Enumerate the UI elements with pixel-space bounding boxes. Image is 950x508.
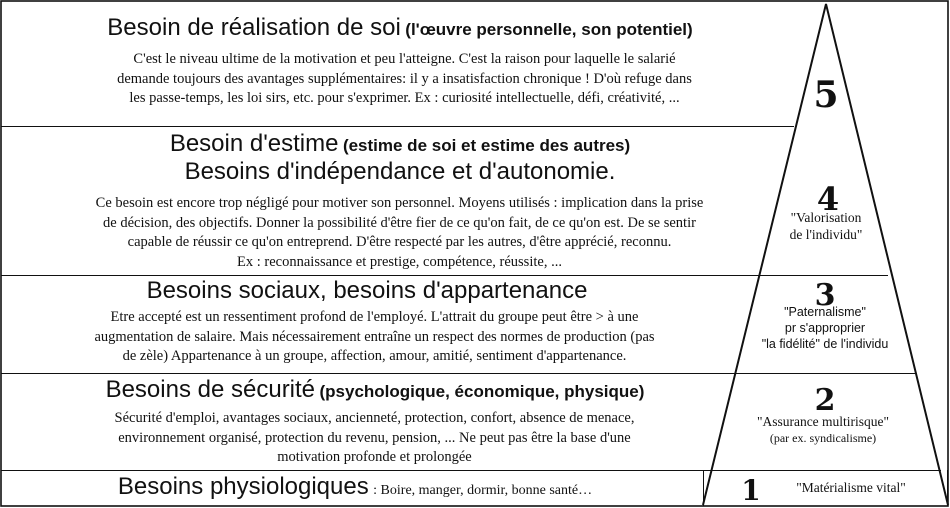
level-2-title: Besoins de sécurité [105,376,316,403]
level-2-number: 2 [814,383,836,418]
level-2-pyramid-label-line-2: (par ex. syndicalisme) [769,431,877,445]
level-2-description [2,409,747,468]
level-4-heading [20,130,780,158]
separator-5-4 [1,126,794,127]
level-5-description [2,50,807,109]
level-4-line-2: de décision, des objectifs. Donner la possibilité d'être fier de ce qu'on fait, de ce qu'on est. De se sentir [103,214,696,231]
level-3-title: Besoins sociaux, besoins d'appartenance [146,277,588,304]
level-4-pyramid-label-line-2: de l'individu" [789,227,863,242]
level-3-number: 3 [814,278,836,313]
level-5-line-1: C'est le niveau ultime de la motivation et peu l'atteigne. C'est la raison pour laquelle le salarié [133,51,676,67]
level-4-pyramid-label-line-1: "Valorisation [790,210,862,225]
level-4-subtitle: (estime de soi et estime des autres) [342,136,631,155]
level-4-line-4: Ex : reconnaissance et prestige, compétence, réussite, ... [237,253,562,270]
level-5-line-3: les passe-temps, les loi sirs, etc. pour s'exprimer. Ex : curiosité intellectuelle, défi, créativité, ... [129,90,680,106]
separator-2-1 [1,470,941,471]
separator-3-2 [1,373,917,374]
level-2-heading [10,376,740,404]
separator-4-3 [1,275,888,276]
level-4-number: 4 [816,180,840,218]
level-3-heading [2,277,732,305]
pyramid-base-right [947,470,948,506]
level-4-title: Besoin d'estime [169,130,339,157]
level-1-heading [10,473,700,501]
level-2-line-1: Sécurité d'emploi, avantages sociaux, ancienneté, protection, confort, absence de menace, [114,410,635,426]
level-2-subtitle: (psychologique, économique, physique) [319,382,645,401]
level-3-line-1: Etre accepté est un ressentiment profond de l'employé. L'attrait du groupe peut être > à une [110,309,639,325]
level-1-title: Besoins physiologiques [117,473,369,500]
level-4-line-1: Ce besoin est encore trop négligé pour motiver son personnel. Moyens utilisés : implication dans la prise [95,195,704,211]
level-3-pyramid-label [735,304,915,352]
level-5-number: 5 [813,74,839,116]
level-3-pyramid-label-line-2: pr s'approprier [784,321,866,335]
level-5-subtitle: (l'œuvre personnelle, son potentiel) [405,20,693,39]
level-1-pyramid-label [766,479,936,496]
level-5-title: Besoin de réalisation de soi [107,14,401,41]
level-3-pyramid-label-line-1: "Paternalisme" [784,305,866,319]
level-2-line-3: motivation profonde et prolongée [277,449,472,465]
level-2-pyramid-label [728,413,918,447]
level-3-pyramid-label-line-3: "la fidélité" de l'individu [761,337,889,351]
pyramid-base-left [703,470,704,506]
level-2-pyramid-label-line-1: "Assurance multirisque" [756,414,890,429]
level-1-inline-text: : Boire, manger, dormir, bonne santé… [373,483,593,498]
level-4-heading-2 [20,158,780,186]
level-3-description [2,308,747,367]
level-4-line-3: capable de réussir ce qu'on entreprend. D'être respecté par les autres, d'être apprécié, reconnu. [127,234,672,250]
level-5-heading [40,14,760,42]
level-4-pyramid-label [748,209,904,243]
level-3-line-2: augmentation de salaire. Mais nécessairement entraîne un respect des normes de production (pas [94,328,655,345]
level-5-line-2: demande toujours des avantages supplémentaires: il y a insatisfaction chronique ! D'où refuge dans [117,70,692,87]
level-4-description [2,194,797,272]
level-1-pyramid-label-line-1: "Matérialisme vital" [796,480,906,495]
level-2-line-2: environnement organisé, protection du revenu, pension, ... Ne peut pas être la base d'une [118,429,631,446]
level-4-title-2: Besoins d'indépendance et d'autonomie. [184,158,616,185]
level-1-number: 1 [741,474,761,507]
level-3-line-3: de zèle) Appartenance à un groupe, affection, amour, amitié, sentiment d'appartenance. [122,348,627,364]
